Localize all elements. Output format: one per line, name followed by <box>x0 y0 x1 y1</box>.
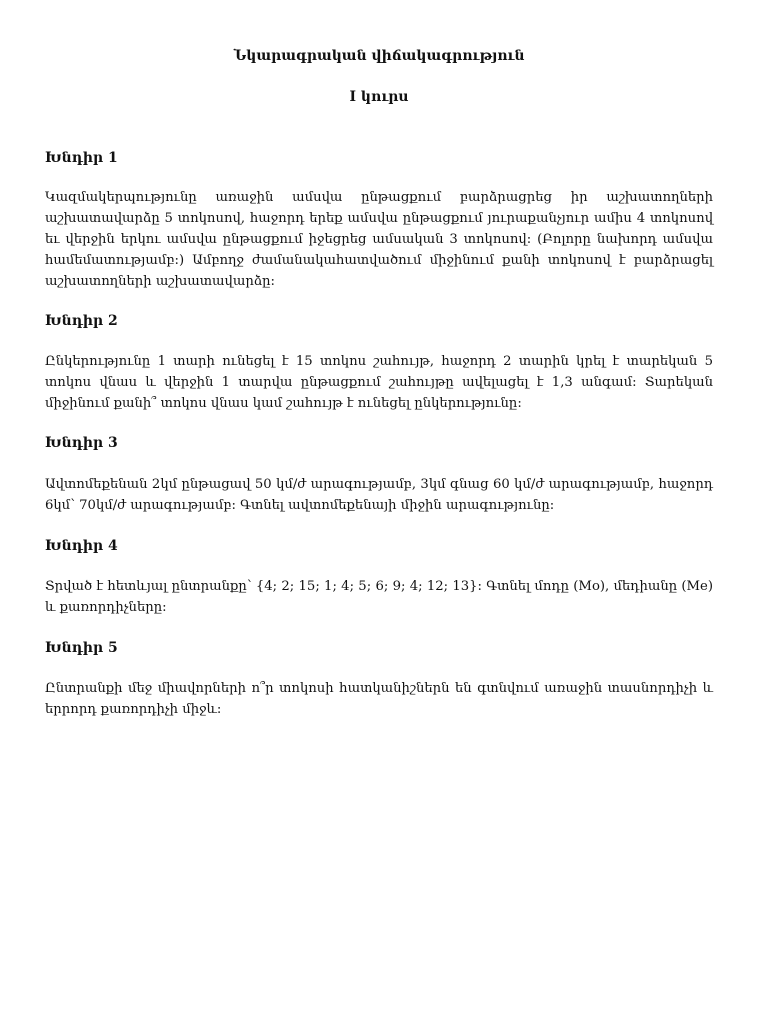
problem-4-heading: Խնդիր 4 <box>45 538 118 554</box>
problem-1-text: Կազմակերպությունը առաջին ամսվա ընթացքում բարձրացրեց իր աշխատողների աշխատավարձը 5 տոկոսով, հաջորդ երեք ամսվա ընթացքում յուրաքանչյուր ամիս 4 տոկոսով եւ վերջին երկու ամսվա ընթացքում իջեցրեց ամսական 3 տոկոսով: (Բոլորը նախորդ ամսվա համեմատությամբ:) Ամբողջ ժամանակահատվածում միջինում քանի տոկոսով է բարձրացել աշխատողների աշխատավարձը: <box>45 190 713 289</box>
problem-4-text: Տրված է հետևյալ ընտրանքը՝ {4; 2; 15; 1; 4; 5; 6; 9; 4; 12; 13}: Գտնել մոդը (Mo), մեդիանը (Me) և քառորդիչները: <box>45 579 713 615</box>
document-title: Նկարագրական վիճակագրություն <box>233 48 525 64</box>
problem-2-text: Ընկերությունը 1 տարի ունեցել է 15 տոկոս շահույթ, հաջորդ 2 տարին կրել է տարեկան 5 տոկոս վնաս և վերջին 1 տարվա ընթացքում շահույթը ավելացել է 1,3 անգամ: Տարեկան միջինում քանի՞ տոկոս վնաս կամ շահույթ է ունեցել ընկերությունը: <box>45 354 713 411</box>
problem-2-heading: Խնդիր 2 <box>45 313 118 329</box>
problem-3-text: Ավտոմեքենան 2կմ ընթացավ 50 կմ/ժ արագությամբ, 3կմ գնաց 60 կմ/ժ արագությամբ, հաջորդ 6կմ՝ 70կմ/ժ արագությամբ: Գտնել ավտոմեքենայի միջին արագությունը: <box>45 477 713 513</box>
problem-5-text: Ընտրանքի մեջ միավորների ո՞ր տոկոսի հատկանիշներն են գտնվում առաջին տասնորդիչի և երրորդ քառորդիչի միջև: <box>45 681 713 717</box>
problem-5-heading: Խնդիր 5 <box>45 640 118 656</box>
problem-1-heading: Խնդիր 1 <box>45 150 118 166</box>
problem-3-heading: Խնդիր 3 <box>45 435 118 451</box>
document-subtitle: I կուրս <box>349 89 409 105</box>
